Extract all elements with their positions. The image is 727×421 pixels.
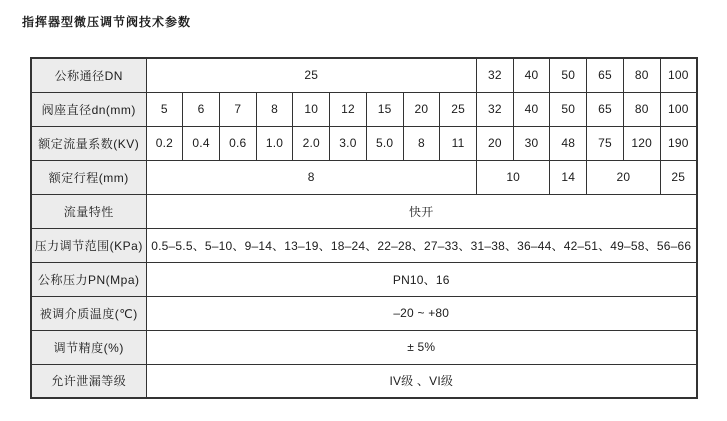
table-row: [31, 228, 697, 262]
table-cell: 25: [146, 58, 476, 92]
table-cell: PN10、16: [146, 262, 697, 296]
table-row: [31, 296, 697, 330]
table-cell: 2.0: [293, 126, 330, 160]
table-cell: 190: [660, 126, 697, 160]
table-cell: 0.4: [183, 126, 220, 160]
table-cell: 11: [440, 126, 477, 160]
table-cell: 0.6: [219, 126, 256, 160]
table-cell: 15: [366, 92, 403, 126]
page-title: 指挥器型微压调节阀技术参数: [22, 15, 192, 29]
table-cell: 10: [476, 160, 549, 194]
table-cell: 5: [146, 92, 183, 126]
table-row: [31, 364, 697, 398]
table-cell: IV级 、VI级: [146, 364, 697, 398]
table-cell: 20: [403, 92, 440, 126]
table-cell: 100: [660, 92, 697, 126]
table-cell: 25: [660, 160, 697, 194]
spec-table-body: [31, 58, 697, 398]
table-cell: 65: [587, 58, 624, 92]
table-cell: 6: [183, 92, 220, 126]
table-cell: 48: [550, 126, 587, 160]
table-row: [31, 126, 697, 160]
table-cell: 20: [476, 126, 513, 160]
row-label: 被调介质温度(℃): [31, 296, 146, 330]
row-label: 额定行程(mm): [31, 160, 146, 194]
row-label: 公称通径DN: [31, 58, 146, 92]
table-row: [31, 160, 697, 194]
table-cell: 0.5–5.5、5–10、9–14、13–19、18–24、22–28、27–33、31–38、36–44、42–51、49–58、56–66: [146, 228, 697, 262]
table-row: [31, 58, 697, 92]
table-row: [31, 194, 697, 228]
table-cell: 40: [513, 58, 550, 92]
table-cell: 75: [587, 126, 624, 160]
table-cell: 50: [550, 58, 587, 92]
table-row: [31, 92, 697, 126]
table-cell: 40: [513, 92, 550, 126]
table-row: [31, 262, 697, 296]
spec-table: [30, 57, 698, 399]
table-cell: 25: [440, 92, 477, 126]
row-label: 允许泄漏等级: [31, 364, 146, 398]
table-cell: 20: [587, 160, 660, 194]
table-cell: 7: [219, 92, 256, 126]
table-cell: 100: [660, 58, 697, 92]
row-label: 公称压力PN(Mpa): [31, 262, 146, 296]
table-cell: 14: [550, 160, 587, 194]
table-cell: 3.0: [330, 126, 367, 160]
table-cell: 8: [403, 126, 440, 160]
table-cell: 120: [623, 126, 660, 160]
table-cell: 5.0: [366, 126, 403, 160]
table-cell: 30: [513, 126, 550, 160]
row-label: 阀座直径dn(mm): [31, 92, 146, 126]
row-label: 调节精度(%): [31, 330, 146, 364]
table-cell: 8: [146, 160, 476, 194]
table-cell: 快开: [146, 194, 697, 228]
table-cell: 1.0: [256, 126, 293, 160]
table-cell: 80: [623, 92, 660, 126]
table-cell: 12: [330, 92, 367, 126]
row-label: 流量特性: [31, 194, 146, 228]
table-cell: 0.2: [146, 126, 183, 160]
table-cell: 80: [623, 58, 660, 92]
table-cell: ± 5%: [146, 330, 697, 364]
table-cell: 50: [550, 92, 587, 126]
row-label: 压力调节范围(KPa): [31, 228, 146, 262]
table-cell: 32: [476, 58, 513, 92]
table-cell: –20 ~ +80: [146, 296, 697, 330]
table-cell: 65: [587, 92, 624, 126]
table-row: [31, 330, 697, 364]
table-cell: 10: [293, 92, 330, 126]
table-cell: 8: [256, 92, 293, 126]
row-label: 额定流量系数(KV): [31, 126, 146, 160]
table-cell: 32: [476, 92, 513, 126]
